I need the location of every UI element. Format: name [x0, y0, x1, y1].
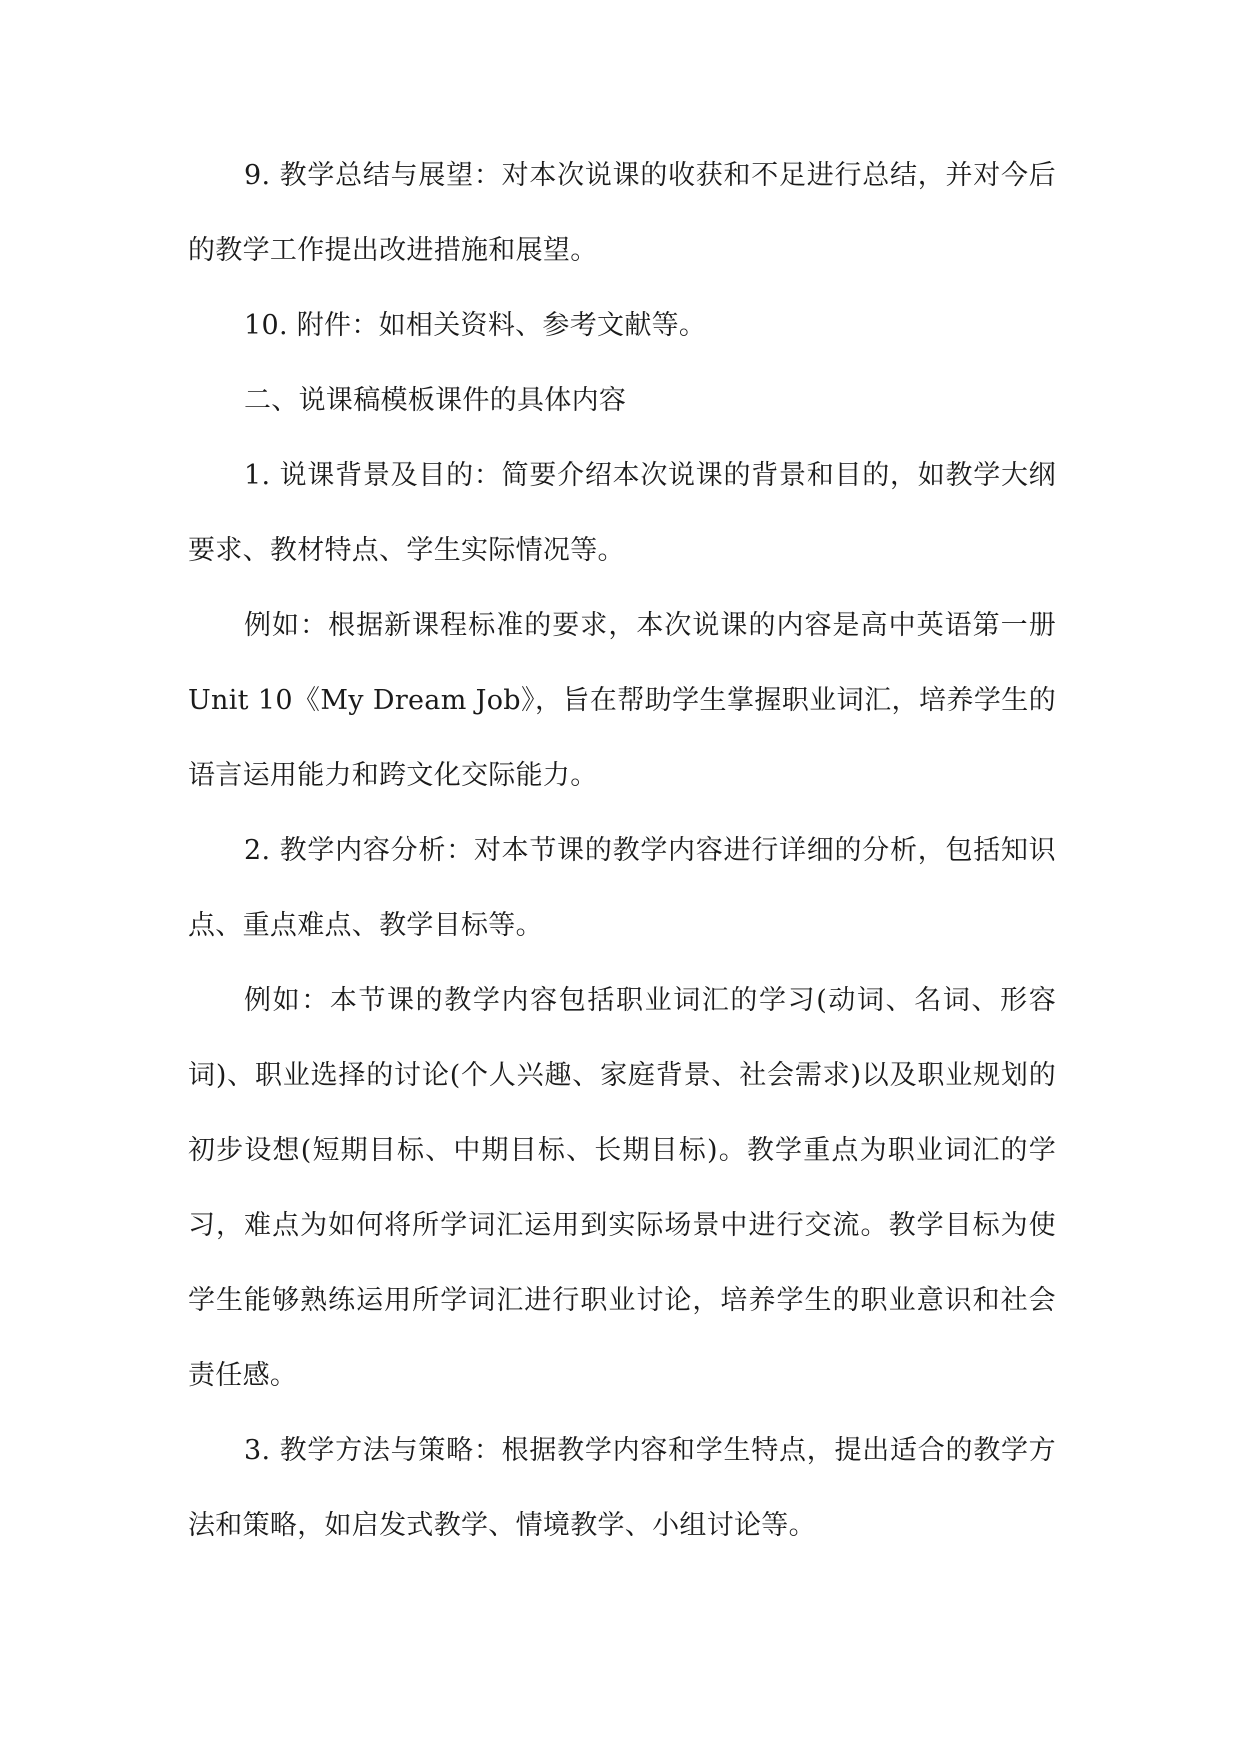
paragraph-methods-strategies: 3. 教学方法与策略：根据教学内容和学生特点，提出适合的教学方法和策略，如启发式教学、情境教学、小组讨论等。: [188, 1435, 1056, 1541]
document-body: [188, 138, 1056, 1563]
paragraph-attachments: 10. 附件：如相关资料、参考文献等。: [244, 310, 707, 341]
paragraph-example-content: 例如：本节课的教学内容包括职业词汇的学习(动词、名词、形容词)、职业选择的讨论(个人兴趣、家庭背景、社会需求)以及职业规划的初步设想(短期目标、中期目标、长期目标)。教学重点为职业词汇的学习，难点为如何将所学词汇运用到实际场景中进行交流。教学目标为使学生能够熟练运用所学词汇进行职业讨论，培养学生的职业意识和社会责任感。: [188, 985, 1056, 1391]
paragraph-background-purpose: 1. 说课背景及目的：简要介绍本次说课的背景和目的，如教学大纲要求、教材特点、学生实际情况等。: [188, 460, 1056, 566]
paragraph-content-analysis: 2. 教学内容分析：对本节课的教学内容进行详细的分析，包括知识点、重点难点、教学目标等。: [188, 835, 1056, 941]
paragraph-summary-outlook: 9. 教学总结与展望：对本次说课的收获和不足进行总结，并对今后的教学工作提出改进措施和展望。: [188, 160, 1056, 266]
section-heading-template-content: 二、说课稿模板课件的具体内容: [244, 385, 627, 416]
paragraph-example-background: 例如：根据新课程标准的要求，本次说课的内容是高中英语第一册 Unit 10《My Dream Job》，旨在帮助学生掌握职业词汇，培养学生的语言运用能力和跨文化交际能力。: [188, 610, 1056, 791]
